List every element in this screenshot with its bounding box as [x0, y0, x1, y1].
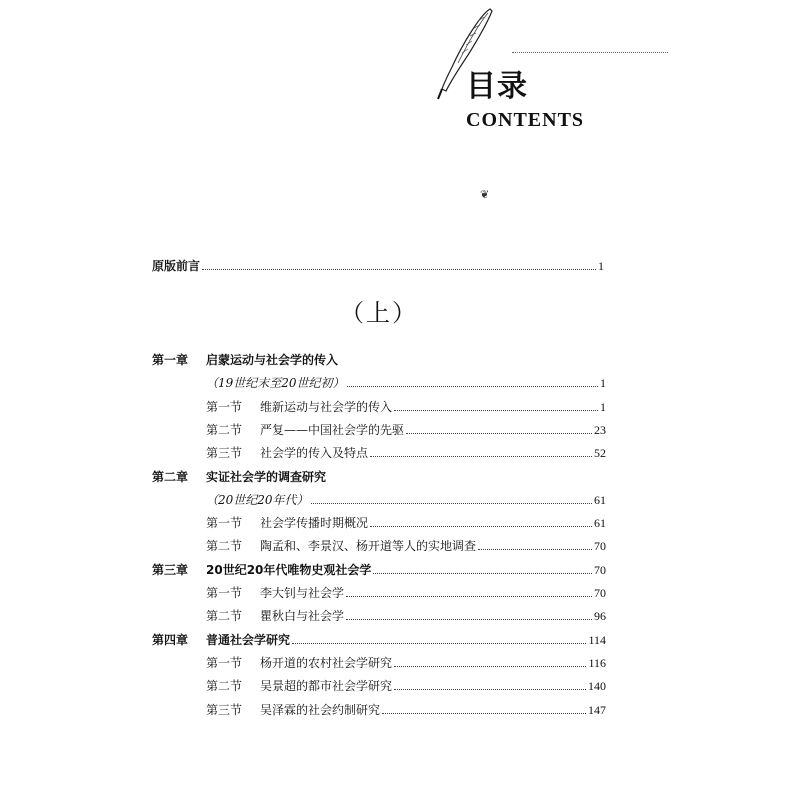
toc-chapter-entry[interactable]: [152, 465, 606, 485]
page-number: 52: [594, 446, 606, 460]
dot-leader: [394, 665, 586, 667]
dot-leader: [311, 502, 592, 504]
toc-entry-label: [206, 422, 404, 438]
toc-entry-label: [206, 702, 380, 718]
toc-preface-entry[interactable]: [152, 254, 604, 274]
dot-leader: [406, 432, 592, 434]
dot-leader: [394, 688, 586, 690]
toc-entry-number: 第三节: [206, 446, 243, 460]
volume-heading: （上）: [340, 299, 418, 327]
dot-leader: [394, 409, 598, 411]
toc-entry-number: 第二节: [206, 609, 243, 623]
toc-section-entry[interactable]: [206, 698, 606, 718]
toc-section-entry[interactable]: [206, 674, 606, 694]
toc-entry-label: [152, 632, 290, 648]
toc-entry-title: 启蒙运动与社会学的传入: [206, 353, 339, 367]
page-number: 116: [588, 656, 606, 670]
dot-leader: [292, 642, 586, 644]
toc-entry-title: 社会学的传入及特点: [260, 446, 369, 460]
ornament-icon: ❦: [480, 188, 490, 201]
page-number: 1: [598, 259, 604, 273]
toc-chapter-entry[interactable]: [152, 558, 606, 578]
page-number: 114: [588, 633, 606, 647]
toc-entry-title: 实证社会学的调查研究: [206, 470, 327, 484]
toc-entry-title: 陶孟和、李景汉、杨开道等人的实地调查: [260, 539, 477, 553]
page-number: 70: [594, 586, 606, 600]
dot-leader: [346, 618, 592, 620]
toc-entry-label: [152, 562, 371, 578]
dot-leader: [346, 595, 592, 597]
toc-chapter-entry[interactable]: [152, 348, 606, 368]
page-number: 140: [588, 679, 606, 693]
preface-label: 原版前言: [152, 259, 201, 273]
toc-entry-label: [206, 445, 368, 461]
toc-entry-label: [206, 678, 392, 694]
toc-entry-title: 吴泽霖的社会约制研究: [260, 703, 381, 717]
page-number: 96: [594, 609, 606, 623]
toc-section-entry[interactable]: [206, 395, 606, 415]
toc-entry-label: [206, 538, 476, 554]
toc-section-entry[interactable]: [206, 604, 606, 624]
toc-entry-number: 第二章: [152, 470, 189, 484]
dot-leader: [370, 525, 592, 527]
toc-entry-title: 社会学传播时期概况: [260, 516, 369, 530]
toc-chapter-entry[interactable]: [152, 628, 606, 648]
toc-section-entry[interactable]: [206, 441, 606, 461]
page-number: 23: [594, 423, 606, 437]
toc-entry-title: 20世纪20年代唯物史观社会学: [206, 563, 372, 577]
toc-entry-number: 第一节: [206, 516, 243, 530]
toc-entry-label: [206, 515, 368, 531]
toc-entry-number: 第二节: [206, 539, 243, 553]
toc-entry-number: 第四章: [152, 633, 189, 647]
toc-entry-label: [152, 352, 338, 368]
toc-entry-number: 第一章: [152, 353, 189, 367]
page-number: 61: [594, 493, 606, 507]
toc-sub-entry[interactable]: [206, 488, 606, 508]
page-number: 1: [600, 376, 606, 390]
toc-section-entry[interactable]: [206, 418, 606, 438]
dot-leader: [370, 455, 592, 457]
dot-leader: [382, 712, 586, 714]
page-number: 70: [594, 563, 606, 577]
toc-section-entry[interactable]: [206, 581, 606, 601]
toc-section-entry[interactable]: [206, 534, 606, 554]
page-number: 1: [600, 400, 606, 414]
dot-leader: [202, 268, 596, 270]
toc-entry-label: [206, 585, 344, 601]
toc-entry-number: 第三节: [206, 703, 243, 717]
toc-section-entry[interactable]: [206, 651, 606, 671]
toc-entry-number: 第一节: [206, 656, 243, 670]
toc-entry-label: [206, 655, 392, 671]
toc-entry-number: 第一节: [206, 586, 243, 600]
toc-entry-label: [206, 608, 344, 624]
toc-entry-number: 第二节: [206, 679, 243, 693]
page-number: 61: [594, 516, 606, 530]
toc-entry-title: 杨开道的农村社会学研究: [260, 656, 393, 670]
dot-leader: [373, 572, 592, 574]
dot-leader: [478, 548, 592, 550]
toc-entry-label: [206, 399, 392, 415]
toc-entry-title: 吴景超的都市社会学研究: [260, 679, 393, 693]
toc-sub-entry[interactable]: [206, 371, 606, 391]
toc-entry-label: [206, 375, 345, 391]
toc-section-entry[interactable]: [206, 511, 606, 531]
toc-entry-label: [152, 469, 326, 485]
toc-entry-title: 普通社会学研究: [206, 633, 291, 647]
toc-entry-number: 第二节: [206, 423, 243, 437]
toc-entry-title: （19世纪末至20世纪初）: [206, 376, 345, 390]
contents-title-english: CONTENTS: [466, 109, 585, 131]
page-number: 147: [588, 703, 606, 717]
page-number: 70: [594, 539, 606, 553]
toc-entry-number: 第三章: [152, 563, 189, 577]
toc-entry-number: 第一节: [206, 400, 243, 414]
toc-entry-title: （20世纪20年代）: [206, 493, 309, 507]
toc-entry-title: 瞿秋白与社会学: [260, 609, 345, 623]
contents-title-chinese: 目录: [466, 69, 528, 104]
toc-entry-title: 严复——中国社会学的先驱: [260, 423, 405, 437]
header-rule: [512, 52, 668, 53]
dot-leader: [347, 385, 598, 387]
toc-entry-title: 李大钊与社会学: [260, 586, 345, 600]
toc-entry-title: 维新运动与社会学的传入: [260, 400, 393, 414]
toc-entry-label: [206, 492, 309, 508]
